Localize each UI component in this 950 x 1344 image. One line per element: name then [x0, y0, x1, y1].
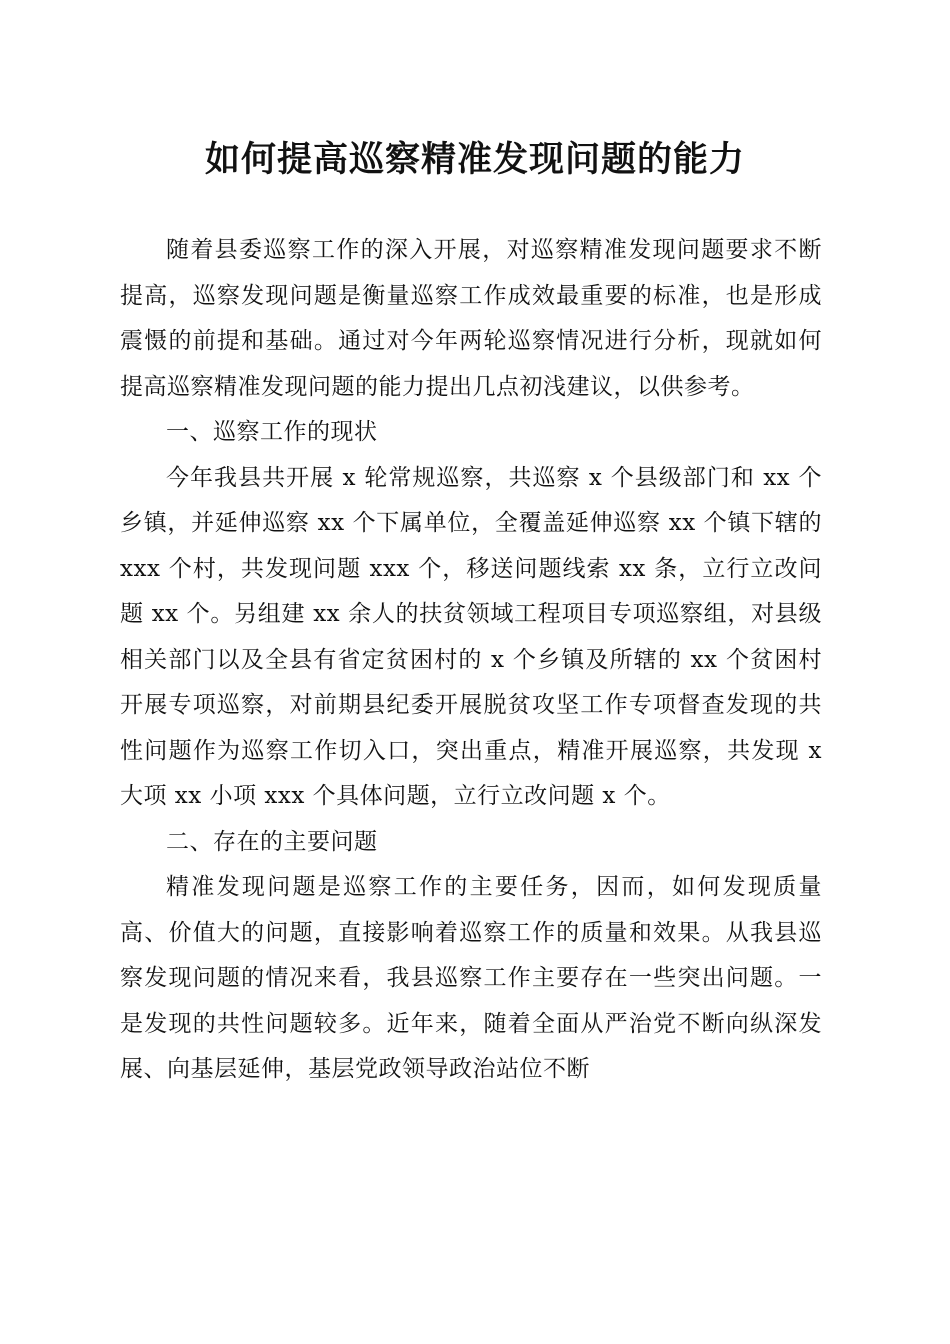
- section-paragraph-problems: 精准发现问题是巡察工作的主要任务，因而，如何发现质量高、价值大的问题，直接影响着巡察工作的质量和效果。从我县巡察发现问题的情况来看，我县巡察工作主要存在一些突出问题。一是发现的共性问题较多。近年来，随着全面从严治党不断向纵深发展、向基层延伸，基层党政领导政治站位不断: [120, 874, 822, 1082]
- intro-paragraph: 随着县委巡察工作的深入开展，对巡察精准发现问题要求不断提高，巡察发现问题是衡量巡察工作成效最重要的标准，也是形成震慑的前提和基础。通过对今年两轮巡察情况进行分析，现就如何提高巡察精准发现问题的能力提出几点初浅建议，以供参考。: [120, 237, 822, 400]
- section-heading-problems: 二、存在的主要问题: [166, 828, 378, 855]
- document-body: [120, 228, 822, 1093]
- section-paragraph-status: 今年我县共开展 x 轮常规巡察，共巡察 x 个县级部门和 xx 个乡镇，并延伸巡察 xx 个下属单位，全覆盖延伸巡察 xx 个镇下辖的 xxx 个村，共发现问题 xxx 个，移送问题线索 xx 条，立行立改问题 xx 个。另组建 xx 余人的扶贫领域工程项目专项巡察组，对县级相关部门以及全县有省定贫困村的 x 个乡镇及所辖的 xx 个贫困村开展专项巡察，对前期县纪委开展脱贫攻坚工作专项督查发现的共性问题作为巡察工作切入口，突出重点，精准开展巡察，共发现 x 大项 xx 小项 xxx 个具体问题，立行立改问题 x 个。: [120, 464, 822, 809]
- section-heading-status: 一、巡察工作的现状: [166, 419, 378, 445]
- document-title: 如何提高巡察精准发现问题的能力: [204, 139, 745, 180]
